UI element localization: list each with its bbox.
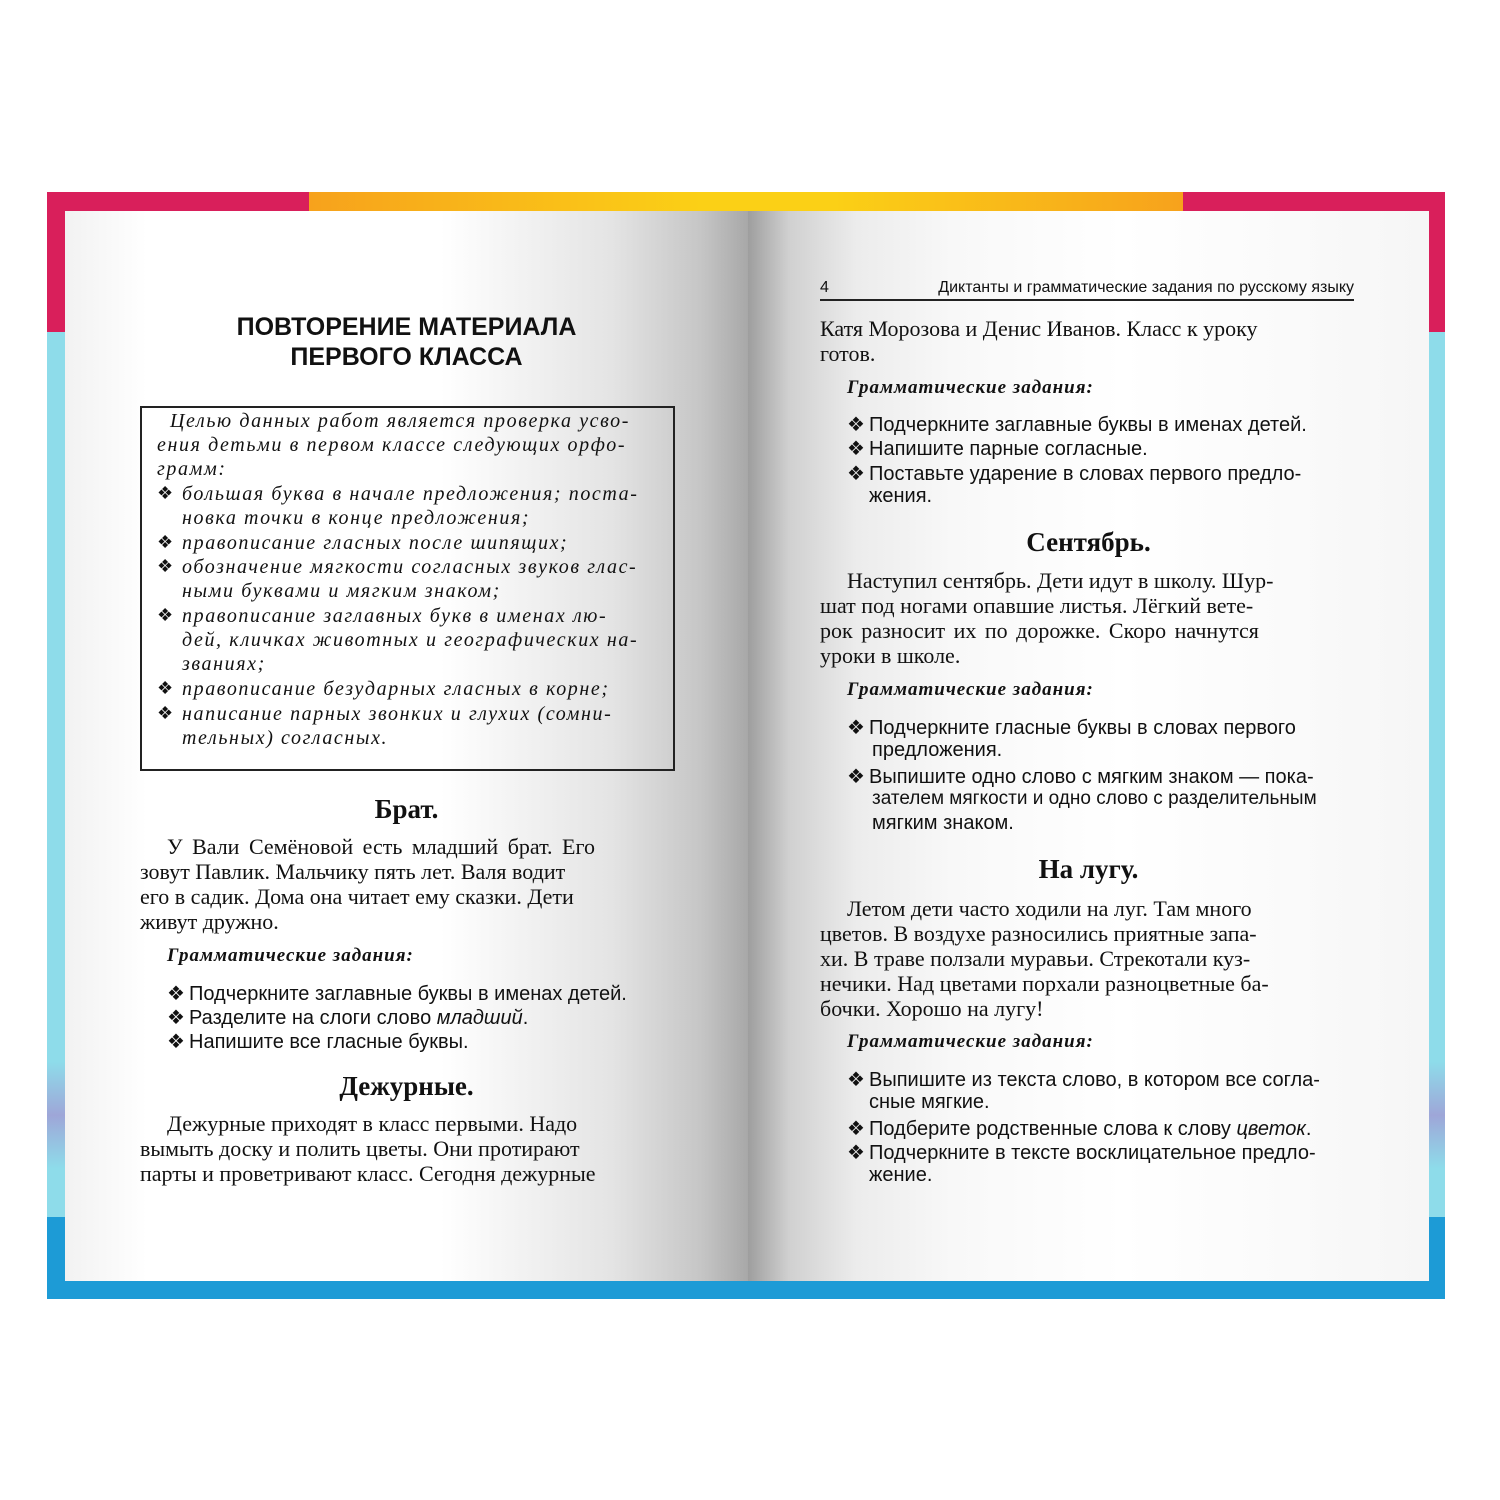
cover-band-cyan-right <box>1427 332 1445 1222</box>
cover-band-orange-top <box>309 192 1183 211</box>
section-heading: Сентябрь. <box>1026 527 1151 557</box>
cover-band-magenta-left <box>47 192 65 332</box>
intro-item: правописание заглавных букв в именах лю- <box>182 605 608 627</box>
left-page <box>65 211 748 1281</box>
intro-line: Целью данных работ является проверка усво- <box>170 410 631 432</box>
cover-band-magenta-top-left <box>47 192 309 211</box>
bullet-icon: ❖ <box>157 703 174 723</box>
cover-band-magenta-right <box>1427 192 1445 332</box>
intro-item: новка точки в конце предложения; <box>182 507 531 529</box>
task-item: ❖ Подчеркните заглавные буквы в именах детей. <box>847 414 1307 436</box>
intro-item: большая буква в начале предложения; поста- <box>182 483 639 505</box>
intro-item: ными буквами и мягким знаком; <box>182 580 501 602</box>
body-line: нечики. Над цветами порхали разноцветные ба- <box>820 971 1269 996</box>
body-line: бочки. Хорошо на лугу! <box>820 996 1044 1021</box>
bullet-icon: ❖ <box>847 766 865 788</box>
body-line: уроки в школе. <box>820 643 961 668</box>
bullet-icon: ❖ <box>847 1069 865 1091</box>
body-line: хи. В траве ползали муравьи. Стрекотали куз- <box>820 946 1251 971</box>
bullet-icon: ❖ <box>847 438 865 460</box>
task-item: ❖ Выпишите из текста слово, в котором все согла- <box>847 1069 1320 1091</box>
body-line: Наступил сентябрь. Дети идут в школу. Шур- <box>847 568 1274 593</box>
section-heading: Дежурные. <box>339 1071 474 1101</box>
body-line: зовут Павлик. Мальчику пять лет. Валя водит <box>140 859 566 884</box>
task-item: ❖ Поставьте ударение в словах первого предло- <box>847 463 1302 485</box>
body-line: цветов. В воздухе разносились приятные запа- <box>820 921 1257 946</box>
intro-item: написание парных звонких и глухих (сомни- <box>182 703 613 725</box>
body-line: его в садик. Дома она читает ему сказки. Дети <box>140 884 574 909</box>
cover-band-magenta-top-right <box>1183 192 1445 211</box>
bullet-icon: ❖ <box>157 605 174 625</box>
bullet-icon: ❖ <box>167 983 185 1005</box>
bullet-icon: ❖ <box>847 414 865 436</box>
bullet-icon: ❖ <box>167 1007 185 1029</box>
body-line: рок разносит их по дорожке. Скоро начнутся <box>820 618 1259 643</box>
task-item-continuation: предложения. <box>872 739 1003 761</box>
body-line: живут дружно. <box>140 909 279 934</box>
bullet-icon: ❖ <box>167 1031 185 1053</box>
task-item: ❖ Выпишите одно слово с мягким знаком — пока- <box>847 766 1314 788</box>
task-item-continuation: зателем мягкости и одно слово с разделительным <box>872 788 1317 809</box>
bullet-icon: ❖ <box>157 532 174 552</box>
bullet-icon: ❖ <box>157 678 174 698</box>
task-item: ❖ Подберите родственные слова к слову цветок. <box>847 1118 1312 1140</box>
bullet-icon: ❖ <box>847 1118 865 1140</box>
body-line: Катя Морозова и Денис Иванов. Класс к уроку <box>820 316 1258 341</box>
bullet-icon: ❖ <box>847 717 865 739</box>
intro-item: дей, кличках животных и географических на- <box>182 629 639 651</box>
header-rule <box>820 299 1354 301</box>
tasks-label: Грамматические задания: <box>847 679 1094 700</box>
task-item: ❖ Разделите на слоги слово младший. <box>167 1007 529 1029</box>
section-heading: На лугу. <box>1038 854 1139 884</box>
intro-line: ения детьми в первом классе следующих орфо- <box>157 434 627 456</box>
right-page <box>748 211 1429 1281</box>
intro-item: правописание гласных после шипящих; <box>182 532 569 554</box>
bullet-icon: ❖ <box>157 483 174 503</box>
task-item: ❖ Напишите все гласные буквы. <box>167 1031 469 1053</box>
intro-item: тельных) согласных. <box>182 727 389 749</box>
bullet-icon: ❖ <box>157 556 174 576</box>
bullet-icon: ❖ <box>847 463 865 485</box>
task-item: ❖ Подчеркните в тексте восклицательное предло- <box>847 1142 1316 1164</box>
body-line: Дежурные приходят в класс первыми. Надо <box>167 1111 578 1136</box>
task-item-continuation: мягким знаком. <box>872 812 1014 834</box>
task-item-continuation: сные мягкие. <box>869 1091 990 1113</box>
task-item-continuation: жения. <box>869 485 933 507</box>
bullet-icon: ❖ <box>847 1142 865 1164</box>
task-item: ❖ Подчеркните гласные буквы в словах первого <box>847 717 1296 739</box>
tasks-label: Грамматические задания: <box>847 1031 1094 1052</box>
body-line: парты и проветривают класс. Сегодня дежурные <box>140 1161 596 1186</box>
intro-item: обозначение мягкости согласных звуков глас- <box>182 556 638 578</box>
chapter-title-line2: ПЕРВОГО КЛАССА <box>290 343 523 371</box>
running-title: Диктанты и грамматические задания по русскому языку <box>938 279 1354 296</box>
cover-band-cyan-left <box>47 332 65 1222</box>
book-spread <box>65 211 1429 1281</box>
body-line: шат под ногами опавшие листья. Лёгкий вете- <box>820 593 1254 618</box>
page-number: 4 <box>820 279 829 296</box>
tasks-label: Грамматические задания: <box>167 945 414 966</box>
intro-line: грамм: <box>157 458 227 480</box>
section-heading: Брат. <box>374 794 439 824</box>
body-line: вымыть доску и полить цветы. Они протирают <box>140 1136 580 1161</box>
tasks-label: Грамматические задания: <box>847 377 1094 398</box>
chapter-title-line1: ПОВТОРЕНИЕ МАТЕРИАЛА <box>236 313 577 341</box>
body-line: готов. <box>820 341 876 366</box>
task-item-continuation: жение. <box>869 1164 933 1186</box>
body-line: У Вали Семёновой есть младший брат. Его <box>167 834 595 859</box>
task-item: ❖ Напишите парные согласные. <box>847 438 1148 460</box>
intro-item: званиях; <box>182 653 266 675</box>
task-item: ❖ Подчеркните заглавные буквы в именах детей. <box>167 983 627 1005</box>
body-line: Летом дети часто ходили на луг. Там много <box>847 896 1252 921</box>
intro-item: правописание безударных гласных в корне; <box>182 678 610 700</box>
